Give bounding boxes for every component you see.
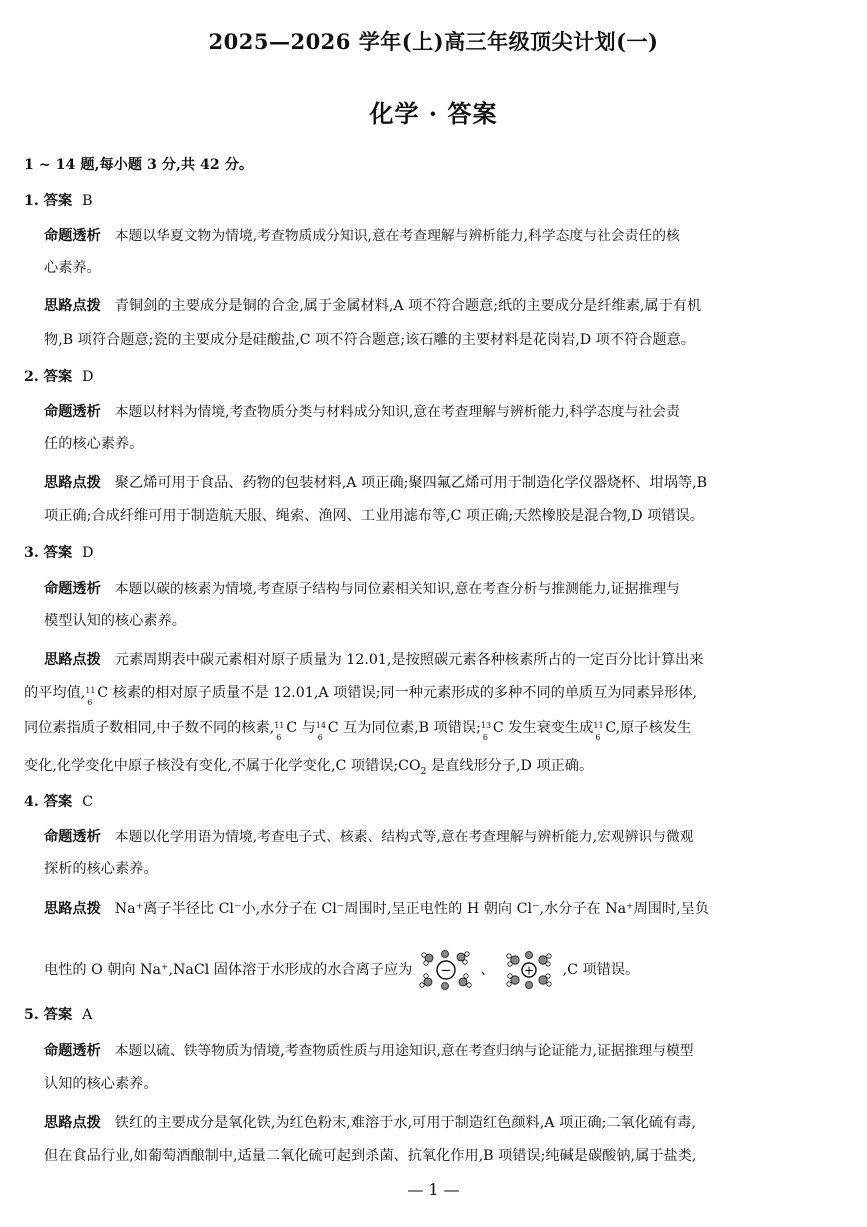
hydrated-chloride-ion-svg [415,950,477,990]
q3-hint-line1 [44,650,704,670]
q3-hint-text3b: C 与 [286,720,316,736]
q1-hint-label: 思路点拨 [44,298,101,314]
mass-number: 14 [315,721,326,730]
q4-analysis-line2: 探析的核心素养。 [44,861,158,877]
q2-hint-text1: 聚乙烯可用于食品、药物的包装材料,A 项正确;聚四氟乙烯可用于制造化学仪器烧杯、坩埚等,B [114,475,708,491]
q4-hint-sep: 、 [480,962,495,978]
q2-analysis-line2: 任的核心素养。 [44,436,144,452]
q5-analysis-line2: 认知的核心素养。 [44,1076,158,1092]
q3-isotope-14c [315,718,328,742]
atomic-number: 6 [276,733,282,742]
cation-sign: + [523,963,534,978]
q4-hint-line2 [44,950,639,990]
q1-analysis-text1: 本题以华夏文物为情境,考查物质成分知识,意在考查理解与辨析能力,科学态度与社会责任的核 [114,228,680,244]
q4-analysis-label: 命题透析 [44,829,101,845]
page-number: — 1 — [407,1180,460,1199]
q2-answer-label: 2. 答案 [24,369,73,385]
q1-analysis-line2: 心素养。 [44,260,101,276]
q4-analysis-text1: 本题以化学用语为情境,考查电子式、核素、结构式等,意在考查理解与辨析能力,宏观辨识与微观 [114,829,694,845]
q3-hint-text1: 元素周期表中碳元素相对原子质量为 12.01,是按照碳元素各种核素所占的一定百分比计算出来 [114,652,704,668]
q1-answer-label: 1. 答案 [24,193,73,209]
q3-hint-label: 思路点拨 [44,652,101,668]
q4-hint-text2b: ,C 项错误。 [562,962,640,978]
mass-number: 11 [593,721,604,730]
q3-hint-text2a: 的平均值, [24,685,86,701]
q3-answer-label: 3. 答案 [24,545,73,561]
mass-number: 13 [480,721,492,730]
q3-hint-text3a: 同位素指质子数相同,中子数不同的核素, [24,720,275,736]
q3-hint-text3d: C 发生衰变生成 [492,720,594,736]
mass-number: 11 [274,721,285,730]
q5-hint-text1: 铁红的主要成分是氧化铁,为红色粉末,难溶于水,可用于制造红色颜料,A 项正确;二氧化硫有毒, [114,1115,696,1131]
q5-answer-value: A [82,1007,93,1023]
q3-hint-text4b: 是直线形分子,D 项正确。 [426,758,594,774]
document-subtitle: 化学 · 答案 [369,99,498,128]
q1-answer-line [24,191,93,211]
document-title: 2025—2026 学年(上)高三年级顶尖计划(一) [208,29,659,54]
q2-answer-value: D [82,369,94,385]
q1-analysis-line1 [44,226,680,246]
q5-hint-line2: 但在食品行业,如葡萄酒酿制中,适量二氧化硫可起到杀菌、抗氧化作用,B 项错误;纯碱是碳酸钠,属于盐类, [44,1148,697,1164]
q3-answer-line [24,543,94,563]
q4-hint-line1 [44,899,709,919]
q2-hint-line1 [44,473,707,493]
q3-hint-line4 [24,756,593,782]
anion-sign: − [440,963,452,979]
q3-analysis-line2: 模型认知的核心素养。 [44,613,186,629]
atomic-number: 6 [595,733,601,742]
hydrated-sodium-ion-diagram [498,950,560,990]
q2-analysis-text1: 本题以材料为情境,考查物质分类与材料成分知识,意在考查理解与辨析能力,科学态度与社会责 [114,404,680,420]
q4-answer-label: 4. 答案 [24,794,73,810]
section-intro: 1 ~ 14 题,每小题 3 分,共 42 分。 [24,157,254,173]
q5-analysis-line1 [44,1041,694,1061]
co2-subscript: 2 [420,766,427,777]
q4-hint-label: 思路点拨 [44,901,101,917]
q3-hint-text3e: C,原子核发生 [605,720,692,736]
q2-answer-line [24,367,94,387]
q5-hint-label: 思路点拨 [44,1115,101,1131]
q3-hint-line3 [24,718,692,742]
q4-analysis-line1 [44,827,694,847]
q1-hint-line2: 物,B 项符合题意;瓷的主要成分是硅酸盐,C 项不符合题意;该石雕的主要材料是花岗岩,D 项不符合题意。 [44,332,695,348]
q2-analysis-line1 [44,402,680,422]
q2-hint-line2: 项正确;合成纤维可用于制造航天服、绳索、渔网、工业用滤布等,C 项正确;天然橡胶是混合物,D 项错误。 [44,508,704,524]
q3-hint-text2b: C 核素的相对原子质量不是 12.01,A 项错误;同一种元素形成的多种不同的单质互为同素异形体, [97,685,698,701]
q3-isotope-13c [480,718,493,742]
q4-hint-text2a: 电性的 O 朝向 Na⁺,NaCl 固体溶于水形成的水合离子应为 [44,962,413,978]
q3-isotope-11c-a [85,683,97,707]
hydrated-chloride-ion-diagram [415,950,477,990]
q3-answer-value: D [82,545,94,561]
q3-isotope-11c-c [593,718,605,742]
q3-isotope-11c-b [274,718,286,742]
q3-analysis-line1 [44,579,680,599]
q5-answer-label: 5. 答案 [24,1007,73,1023]
q5-analysis-text1: 本题以硫、铁等物质为情境,考查物质性质与用途知识,意在考查归纳与论证能力,证据推理与模型 [114,1043,694,1059]
atomic-number: 6 [317,733,323,742]
q1-hint-line1 [44,296,701,316]
q4-answer-line [24,792,93,812]
atomic-number: 6 [87,698,93,707]
q3-analysis-label: 命题透析 [44,581,101,597]
q4-answer-value: C [82,794,93,810]
q4-hint-text1: Na⁺离子半径比 Cl⁻小,水分子在 Cl⁻周围时,呈正电性的 H 朝向 Cl⁻,水分子在 Na⁺周围时,呈负 [114,901,710,917]
q1-hint-text1: 青铜剑的主要成分是铜的合金,属于金属材料,A 项不符合题意;纸的主要成分是纤维素,属于有机 [114,298,702,314]
q3-hint-line2 [24,683,698,707]
q3-hint-text4a: 变化,化学变化中原子核没有变化,不属于化学变化,C 项错误;CO [24,758,421,774]
q2-analysis-label: 命题透析 [44,404,101,420]
q3-hint-text3c: C 互为同位素,B 项错误; [327,720,481,736]
q5-answer-line [24,1005,92,1025]
mass-number: 11 [85,686,96,695]
q1-analysis-label: 命题透析 [44,228,101,244]
q3-analysis-text1: 本题以碳的核素为情境,考查原子结构与同位素相关知识,意在考查分析与推测能力,证据推理与 [114,581,680,597]
q1-answer-value: B [82,193,93,209]
q5-hint-line1 [44,1113,696,1133]
q5-analysis-label: 命题透析 [44,1043,101,1059]
q2-hint-label: 思路点拨 [44,475,101,491]
hydrated-sodium-ion-svg [498,950,560,990]
atomic-number: 6 [482,733,488,742]
